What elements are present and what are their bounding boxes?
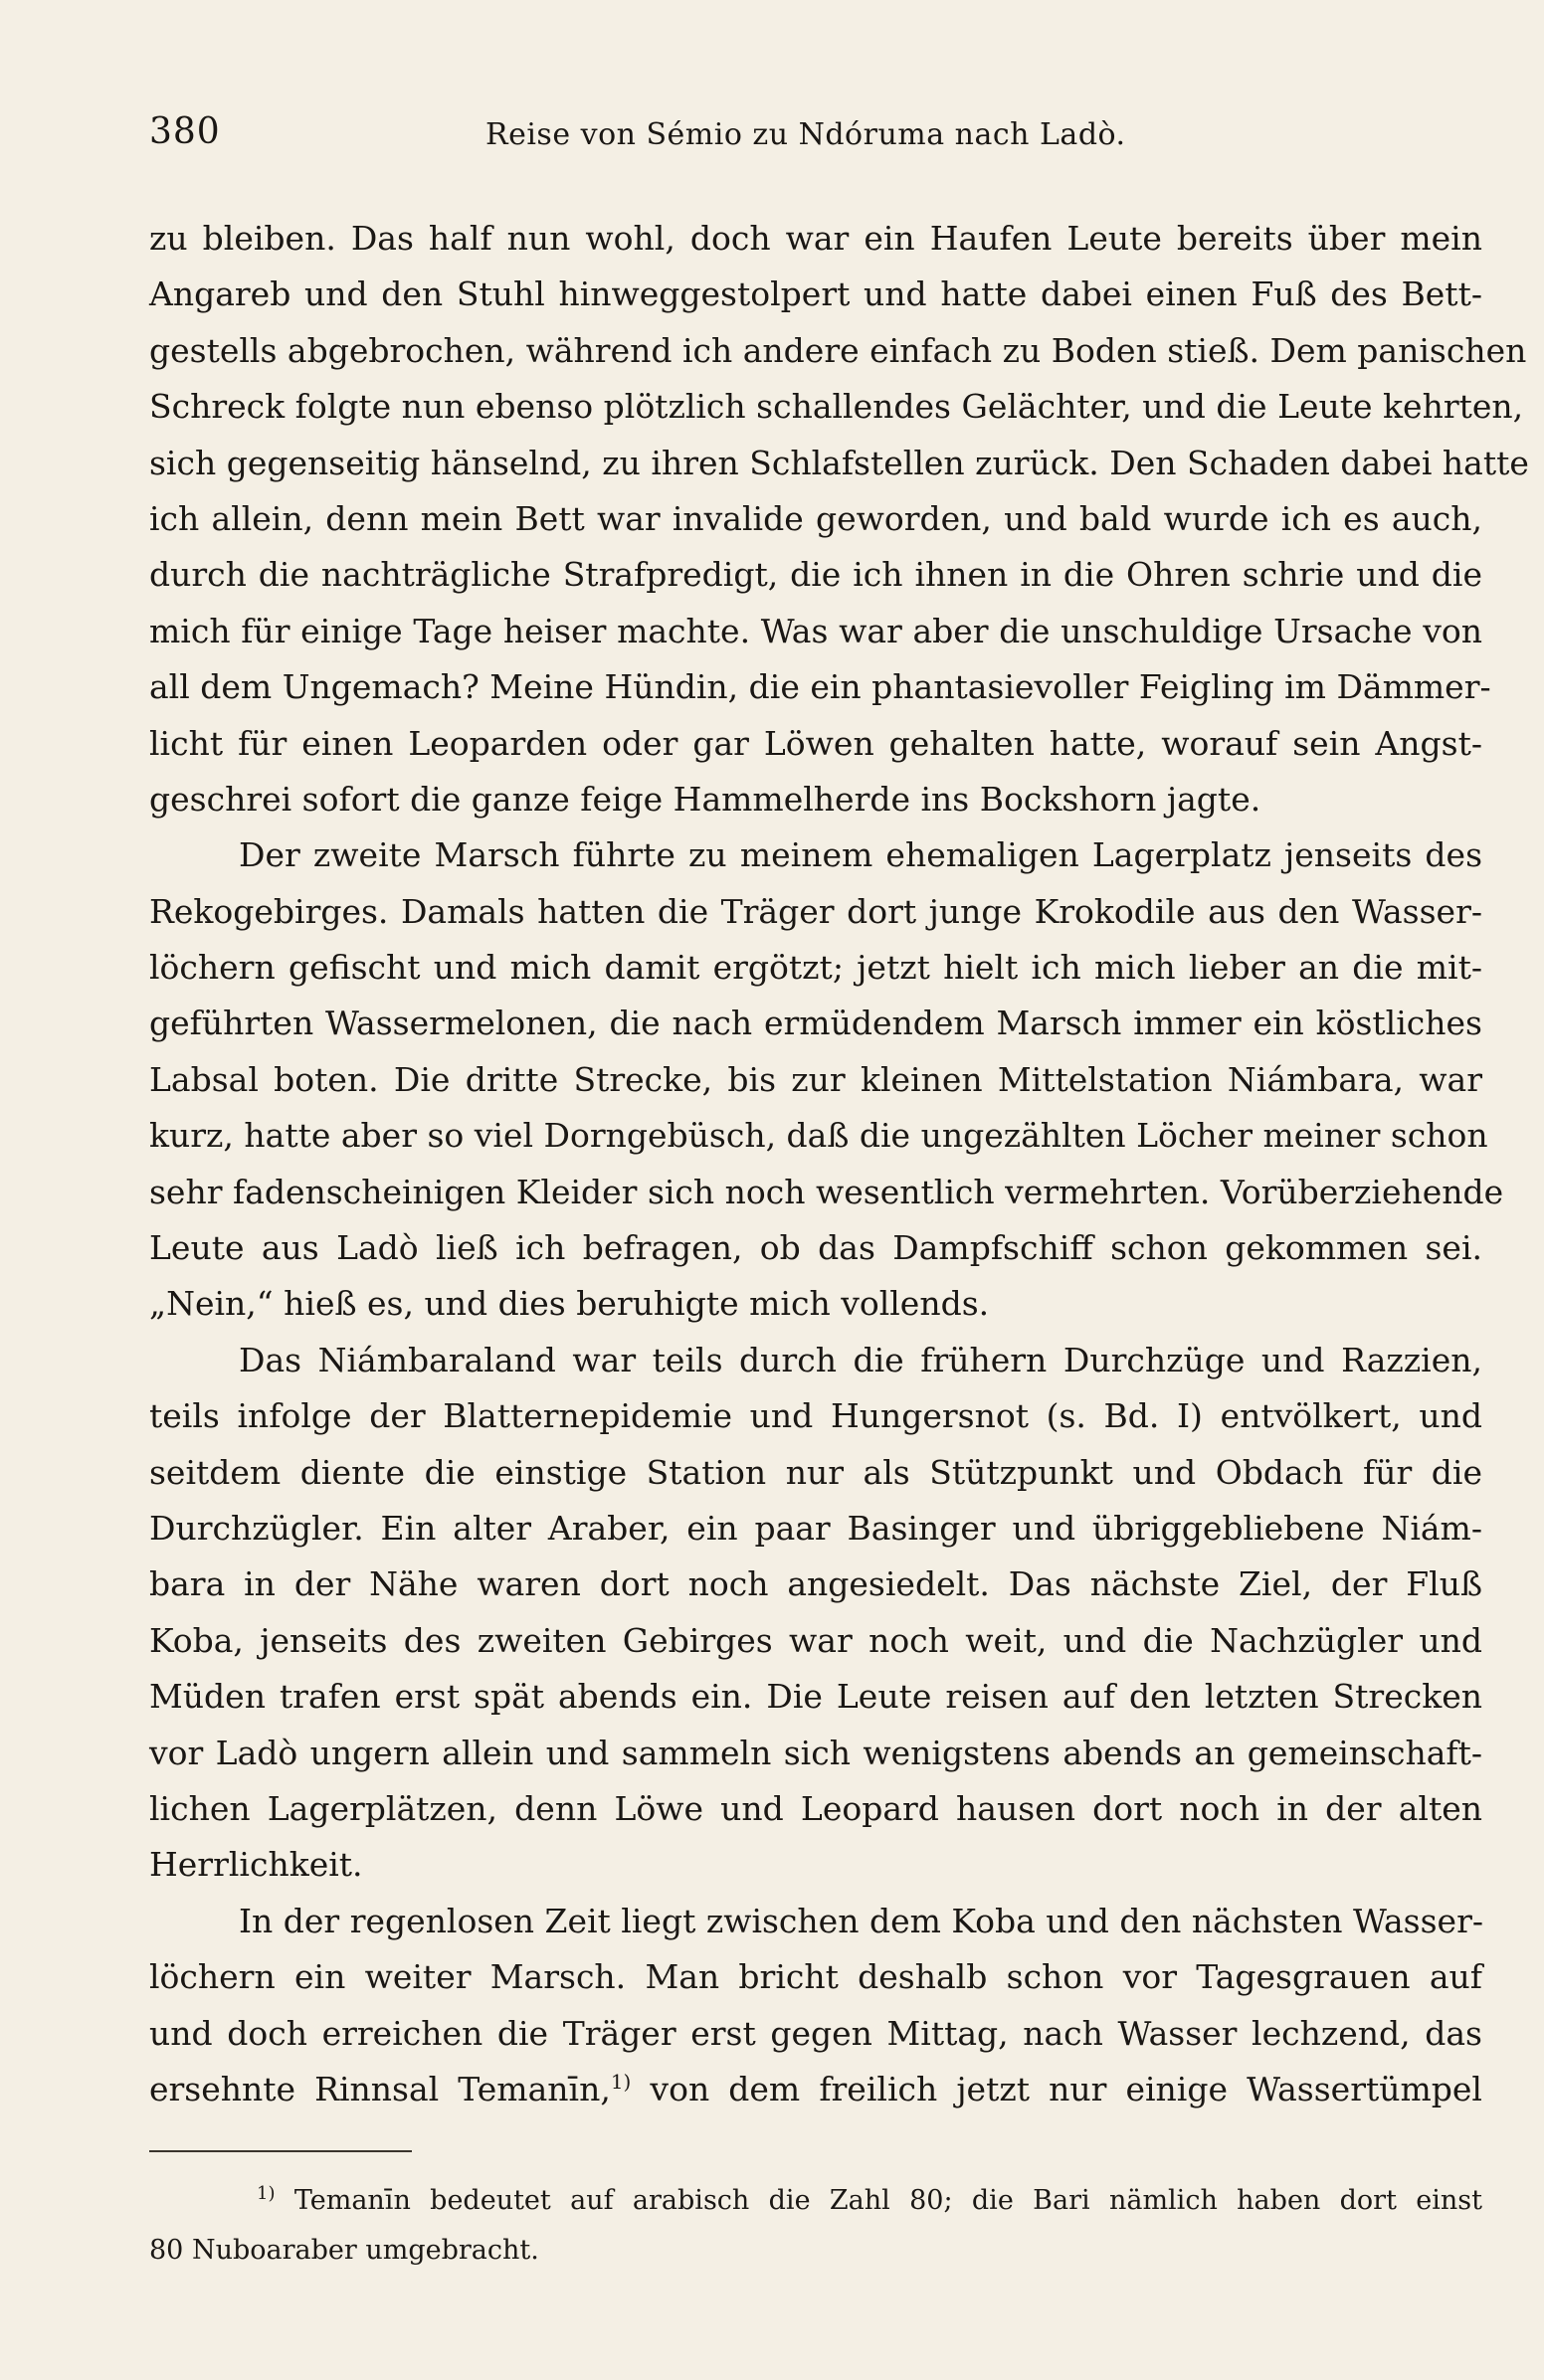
page-header (149, 111, 1482, 171)
footnote-mark: 1) (257, 2183, 276, 2204)
text-line: Labsal boten. Die dritte Strecke, bis zur kleinen Mittelstation Niámbara, war (149, 1059, 1482, 1099)
text-line: bara in der Nähe waren dort noch angesiedelt. Das nächste Ziel, der Fluß (149, 1564, 1482, 1604)
text-line: Rekogebirges. Damals hatten die Träger dort junge Krokodile aus den Wasser- (149, 891, 1482, 931)
text-line: ich allein, denn mein Bett war invalide geworden, und bald wurde ich es auch, (149, 498, 1482, 538)
text-segment: ersehnte Rinnsal Temanīn, (149, 2069, 611, 2108)
paragraph-end-line: Herrlichkeit. (149, 1845, 363, 1885)
text-segment: von dem freilich jetzt nur einige Wassertümpel (631, 2069, 1482, 2108)
footnote-line (149, 2176, 1482, 2226)
text-line: Koba, jenseits des zweiten Gebirges war noch weit, und die Nachzügler und (149, 1620, 1482, 1660)
text-line: Müden trafen erst spät abends ein. Die Leute reisen auf den letzten Strecken (149, 1677, 1482, 1717)
text-line: kurz, hatte aber so viel Dorngebüsch, daß die ungezählten Löcher meiner schon (149, 1116, 1488, 1156)
text-line: geführten Wassermelonen, die nach ermüdendem Marsch immer ein köstliches (149, 1004, 1482, 1043)
text-line: löchern gefischt und mich damit ergötzt; jetzt hielt ich mich lieber an die mit- (149, 948, 1482, 988)
text-line: gestells abgebrochen, während ich andere einfach zu Boden stieß. Dem panischen (149, 330, 1527, 370)
footnote-text: Temanīn bedeutet auf arabisch die Zahl 80; die Bari nämlich haben dort einst (293, 2185, 1482, 2216)
paragraph-start-line: Das Niámbaraland war teils durch die frühern Durchzüge und Razzien, (239, 1340, 1482, 1379)
text-line: all dem Ungemach? Meine Hündin, die ein phantasievoller Feigling im Dämmer- (149, 667, 1491, 707)
text-line: teils infolge der Blatternepidemie und Hungersnot (s. Bd. I) entvölkert, und (149, 1396, 1482, 1436)
running-head: Reise von Sémio zu Ndóruma nach Ladò. (485, 117, 1126, 152)
text-line: Leute aus Ladò ließ ich befragen, ob das Dampfschiff schon gekommen sei. (149, 1228, 1482, 1268)
text-line: lichen Lagerplätzen, denn Löwe und Leopard hausen dort noch in der alten (149, 1788, 1482, 1828)
text-line: seitdem diente die einstige Station nur als Stützpunkt und Obdach für die (149, 1452, 1482, 1492)
page-number: 380 (149, 111, 221, 152)
text-line-with-footnote-ref (149, 2062, 1482, 2117)
footnote-divider (149, 2150, 412, 2152)
footnote-reference[interactable]: 1) (610, 2069, 632, 2094)
text-line: sehr fadenscheinigen Kleider sich noch wesentlich vermehrten. Vorüberziehende (149, 1172, 1504, 1211)
paragraph-end-line: geschrei sofort die ganze feige Hammelherde ins Bockshorn jagte. (149, 779, 1261, 819)
text-line: und doch erreichen die Träger erst gegen Mittag, nach Wasser lechzend, das (149, 2013, 1482, 2053)
text-line: löchern ein weiter Marsch. Man bricht deshalb schon vor Tagesgrauen auf (149, 1957, 1482, 1997)
paragraph-start-line: In der regenlosen Zeit liegt zwischen dem Koba und den nächsten Wasser- (239, 1901, 1484, 1940)
text-line: Durchzügler. Ein alter Araber, ein paar Basinger und übriggebliebene Niám- (149, 1508, 1482, 1548)
text-line: Schreck folgte nun ebenso plötzlich schallendes Gelächter, und die Leute kehrten, (149, 387, 1524, 427)
text-line: vor Ladò ungern allein und sammeln sich wenigstens abends an gemeinschaft- (149, 1733, 1482, 1772)
footnote-line: 80 Nuboaraber umgebracht. (149, 2235, 539, 2266)
body-text (149, 211, 1529, 2117)
text-line: durch die nachträgliche Strafpredigt, die ich ihnen in die Ohren schrie und die (149, 555, 1482, 595)
text-line: mich für einige Tage heiser machte. Was war aber die unschuldige Ursache von (149, 611, 1482, 650)
footnote (149, 2176, 1482, 2276)
text-line: licht für einen Leoparden oder gar Löwen gehalten hatte, worauf sein Angst- (149, 723, 1482, 763)
paragraph-end-line: „Nein,“ hieß es, und dies beruhigte mich vollends. (149, 1284, 990, 1324)
text-line: sich gegenseitig hänselnd, zu ihren Schlafstellen zurück. Den Schaden dabei hatte (149, 443, 1529, 482)
text-line: zu bleiben. Das half nun wohl, doch war ein Haufen Leute bereits über mein (149, 219, 1482, 258)
paragraph-start-line: Der zweite Marsch führte zu meinem ehemaligen Lagerplatz jenseits des (239, 835, 1482, 875)
text-line: Angareb und den Stuhl hinweggestolpert und hatte dabei einen Fuß des Bett- (149, 275, 1482, 314)
